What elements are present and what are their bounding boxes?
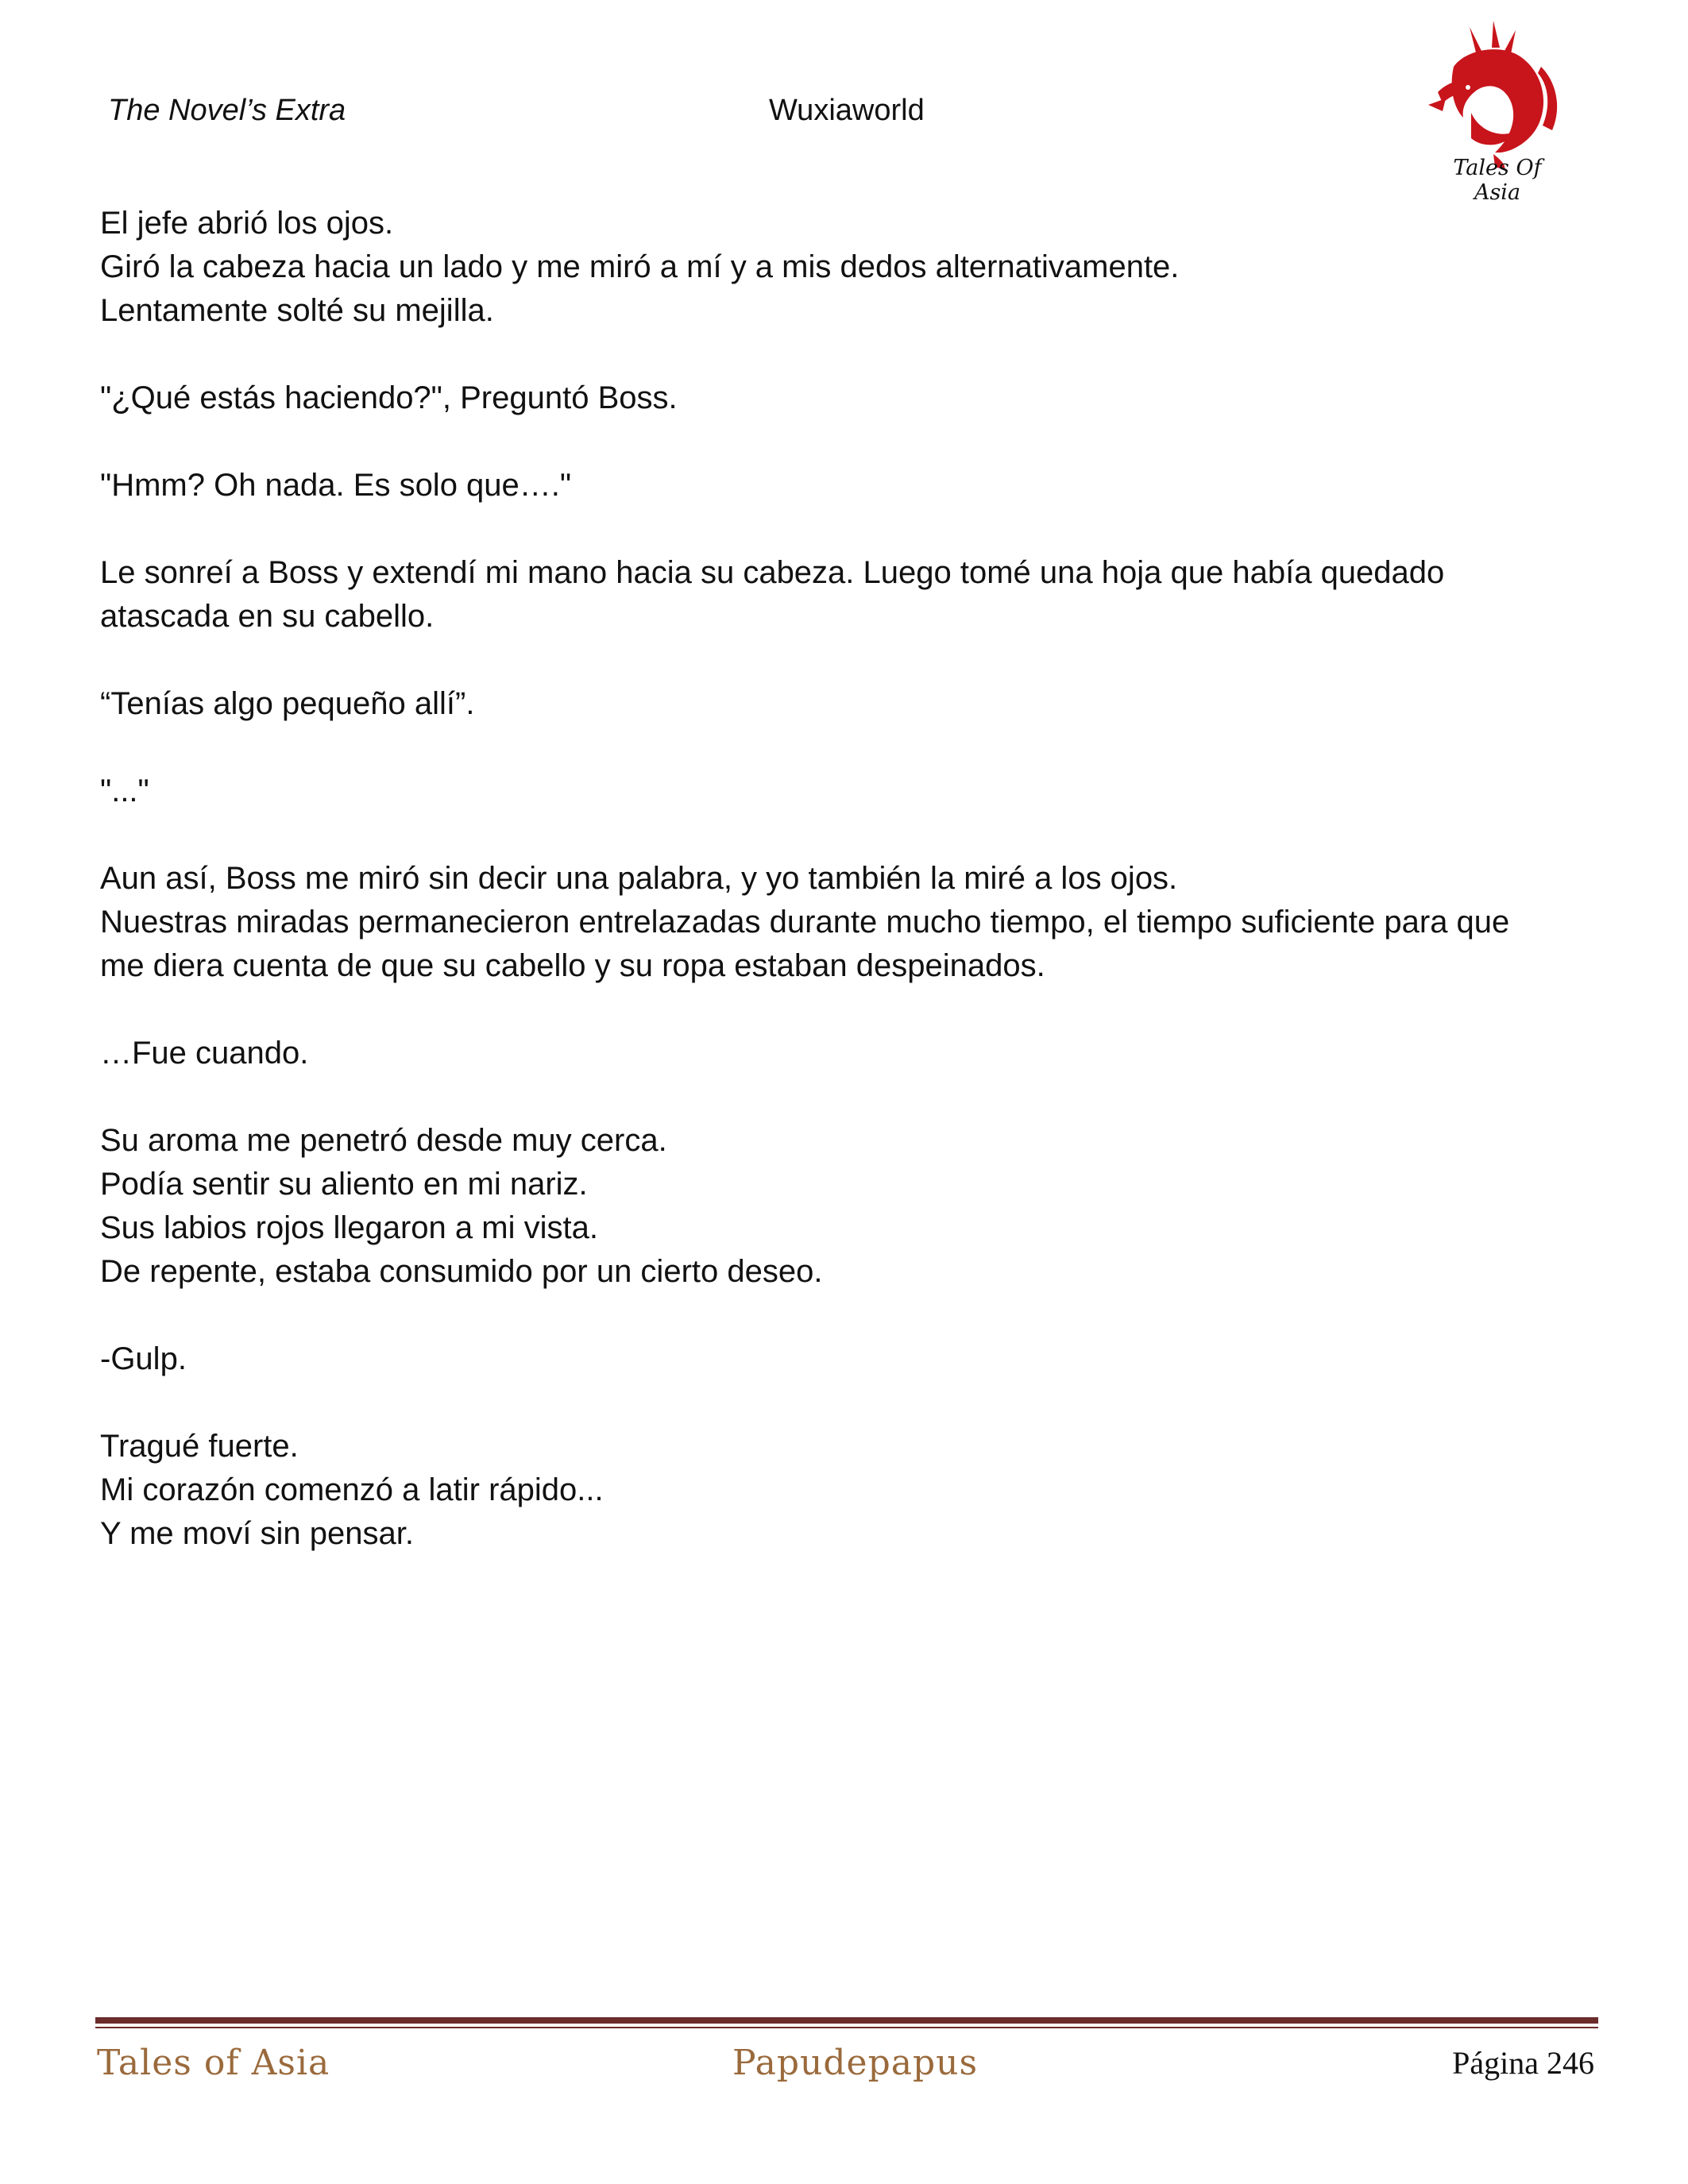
paragraph [100,551,1593,639]
text-line: Tragué fuerte. [100,1429,299,1464]
text-line: Mi corazón comenzó a latir rápido... [100,1472,604,1507]
text-line: "¿Qué estás haciendo?", Preguntó Boss. [100,380,678,415]
text-line: Lentamente solté su mejilla. [100,293,494,328]
text-line: atascada en su cabello. [100,599,435,634]
text-line: Nuestras miradas permanecieron entrelazadas durante mucho tiempo, el tiempo suficiente para que [100,905,1510,940]
text-line: Y me moví sin pensar. [100,1516,414,1551]
text-line: El jefe abrió los ojos. [100,206,394,241]
text-line: "Hmm? Oh nada. Es solo que…." [100,468,572,503]
paragraph [100,202,1593,333]
paragraph [100,1032,1593,1075]
paragraph [100,464,1593,507]
text-line: Podía sentir su aliento en mi nariz. [100,1167,588,1202]
paragraph [100,1337,1593,1381]
text-line: Aun así, Boss me miró sin decir una palabra, y yo también la miré a los ojos. [100,861,1178,896]
text-line: Giró la cabeza hacia un lado y me miró a mí y a mis dedos alternativamente. [100,249,1180,284]
text-line: Le sonreí a Boss y extendí mi mano hacia su cabeza. Luego tomé una hoja que había quedado [100,555,1445,590]
paragraph [100,770,1593,813]
footer-publisher: Tales of Asia [97,2043,330,2083]
footer-rule-thin [95,2027,1598,2028]
text-line: "..." [100,774,149,808]
chapter-text [100,202,1593,1599]
text-line: De repente, estaba consumido por un cierto deseo. [100,1254,823,1289]
paragraph [100,1119,1593,1294]
text-line: Sus labios rojos llegaron a mi vista. [100,1210,598,1245]
header-book-title: The Novel’s Extra [108,94,346,127]
text-line: -Gulp. [100,1341,187,1376]
text-line: me diera cuenta de que su cabello y su ropa estaban despeinados. [100,948,1045,983]
paragraph [100,682,1593,726]
footer-rule [95,2017,1598,2024]
logo-caption: Tales Of Asia [1453,156,1542,205]
text-line: Su aroma me penetró desde muy cerca. [100,1123,667,1158]
footer-page-number: Página 246 [1452,2045,1594,2081]
header-source: Wuxiaworld [769,94,925,127]
text-line: “Tenías algo pequeño allí”. [100,686,475,721]
text-line: …Fue cuando. [100,1036,309,1071]
paragraph [100,857,1593,988]
paragraph [100,376,1593,420]
footer-translator: Papudepapus [732,2043,979,2083]
paragraph [100,1425,1593,1556]
